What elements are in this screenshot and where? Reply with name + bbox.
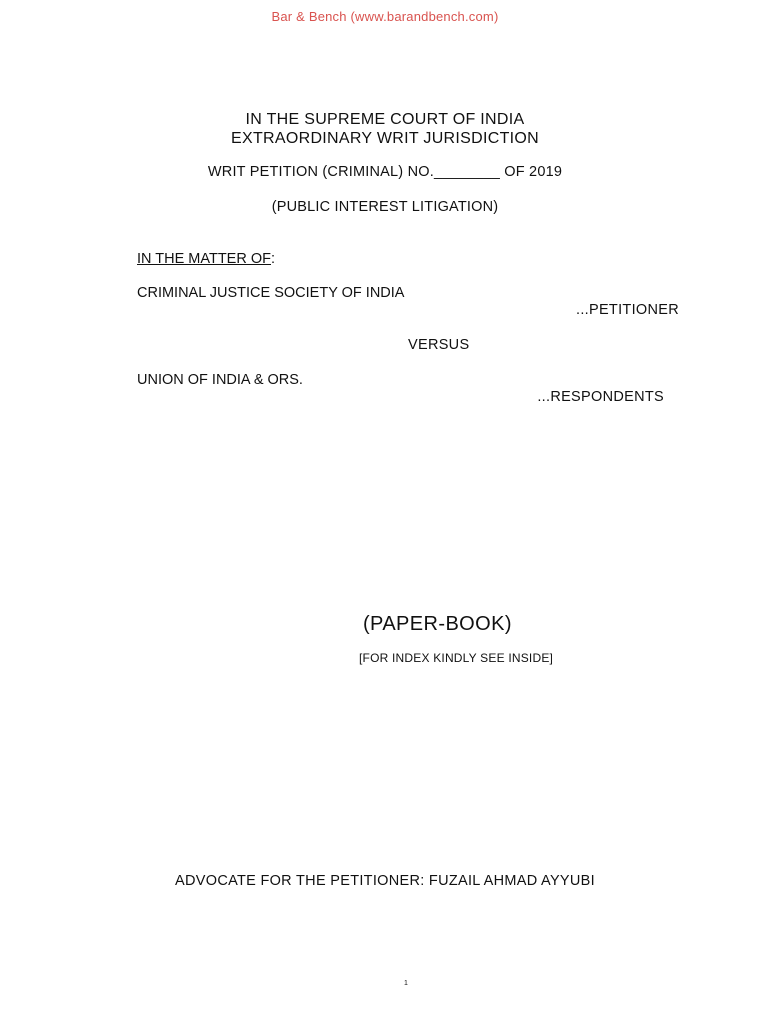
advocate-line: ADVOCATE FOR THE PETITIONER: FUZAIL AHMAD AYYUBI: [175, 873, 595, 889]
petitioner-name: CRIMINAL JUSTICE SOCIETY OF INDIA: [137, 285, 405, 301]
matter-colon: :: [271, 251, 276, 267]
index-note: [FOR INDEX KINDLY SEE INSIDE]: [359, 651, 554, 665]
court-title: [0, 110, 770, 148]
paper-book-title: (PAPER-BOOK): [363, 613, 512, 635]
respondent-name: UNION OF INDIA & ORS.: [137, 372, 303, 388]
page-number: 1: [404, 980, 408, 987]
petitioner-role: ...PETITIONER: [576, 302, 679, 318]
matter-heading: [137, 251, 275, 267]
versus-label: VERSUS: [408, 337, 470, 353]
watermark-header: Bar & Bench (www.barandbench.com): [271, 9, 499, 24]
matter-label: IN THE MATTER OF: [137, 251, 271, 267]
pil-label: (PUBLIC INTEREST LITIGATION): [271, 199, 499, 215]
court-title-line1: IN THE SUPREME COURT OF INDIA: [245, 111, 525, 128]
writ-petition-number: WRIT PETITION (CRIMINAL) NO.________ OF 2019: [207, 164, 563, 180]
respondent-role: ...RESPONDENTS: [537, 389, 664, 405]
court-title-line2: EXTRAORDINARY WRIT JURISDICTION: [231, 130, 539, 147]
